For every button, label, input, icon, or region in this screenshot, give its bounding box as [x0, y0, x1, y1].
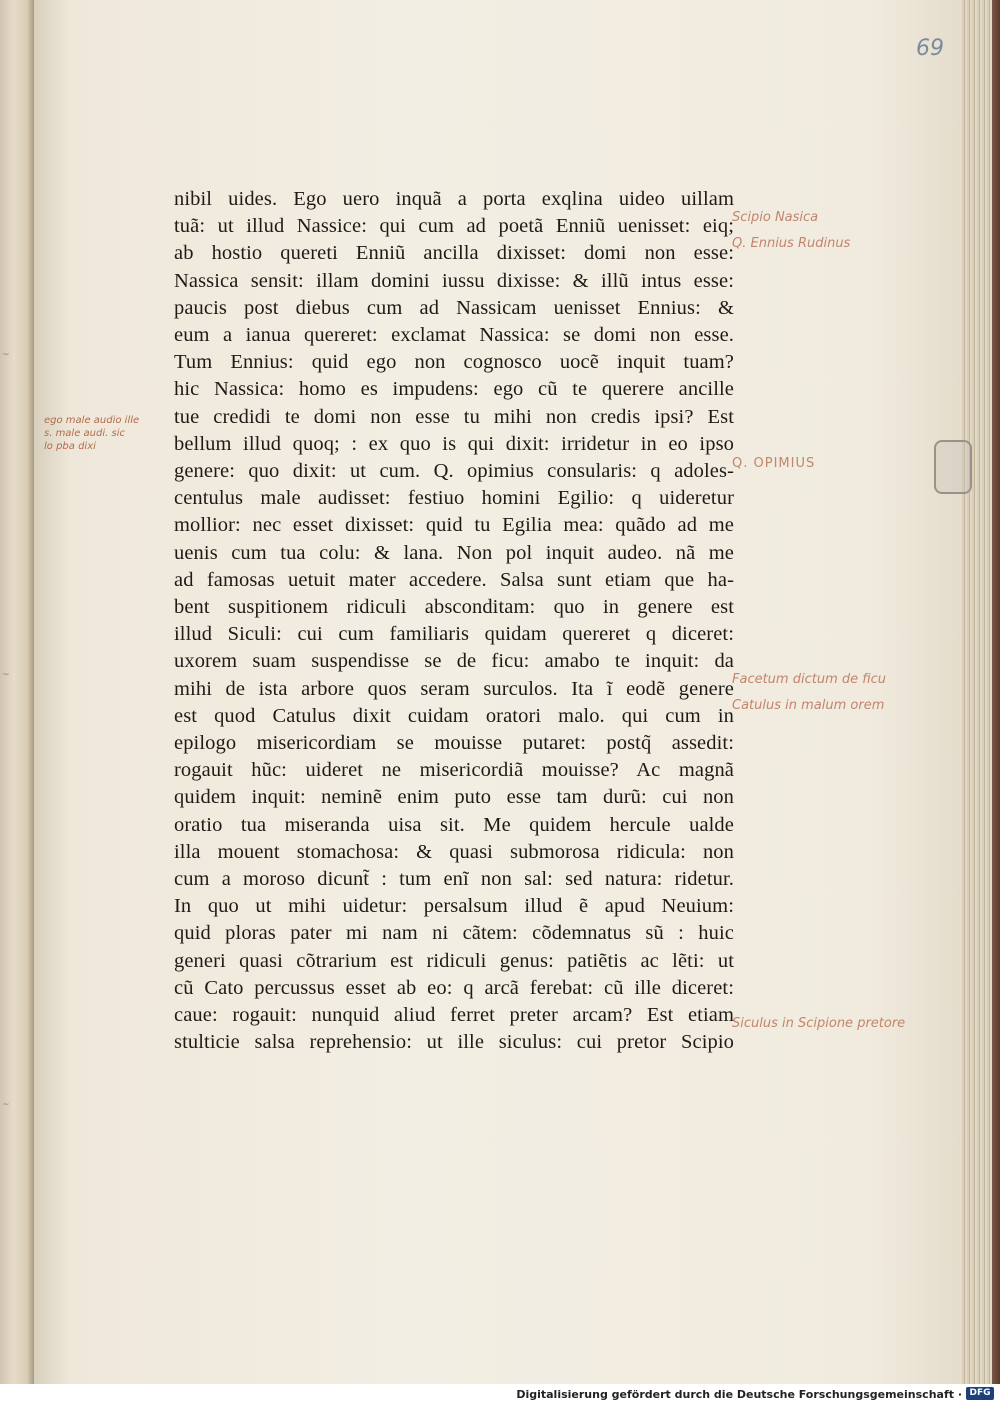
text-line: tue credidi te domi non esse tu mihi non credis ipsi? Est: [174, 405, 734, 428]
text-line: cũ Cato percussus esset ab eo: q arcã ferebat: cũ ille diceret:: [174, 976, 734, 999]
text-line: genere: quo dixit: ut cum. Q. opimius consularis: q adoles-: [174, 460, 734, 483]
text-line: In quo ut mihi uidetur: persalsum illud ẽ apud Neuium:: [174, 895, 734, 918]
footer-credit: Digitalisierung gefördert durch die Deutsche Forschungsgemeinschaft ·: [516, 1388, 962, 1401]
text-line: mollior: nec esset dixisset: quid tu Egilia mea: quãdo ad me: [174, 514, 734, 537]
left-leaf-scribble: ~: [2, 350, 10, 360]
previous-page-edge: [0, 0, 34, 1384]
text-line: illa mouent stomachosa: & quasi submorosa ridicula: non: [174, 840, 734, 863]
margin-note: Q. OPIMIUS: [732, 456, 816, 471]
left-leaf-scribble: ~: [2, 1100, 10, 1110]
left-gloss-line: ego male audio ille: [44, 415, 140, 426]
text-line: illud Siculi: cui cum familiaris quidam quereret q diceret:: [174, 623, 734, 646]
left-marginal-gloss: [44, 414, 174, 453]
margin-note: Scipio Nasica: [732, 210, 819, 225]
text-line: generi quasi cõtrarium est ridiculi genus: patiẽtis ac lẽti: ut: [174, 949, 734, 972]
text-line: mihi de ista arbore quos seram surculos. Ita ĩ eodẽ genere: [174, 677, 734, 700]
text-line: rogauit hũc: uideret ne misericordiã mouisse? Ac magnã: [174, 759, 734, 782]
left-gloss-line: s. male audi. sic: [44, 428, 125, 439]
margin-note: Q. Ennius Rudinus: [732, 236, 851, 251]
left-gloss-line: lo pba dixi: [44, 441, 96, 452]
margin-note: Facetum dictum de ficu: [732, 672, 887, 687]
text-line: quidem inquit: neminẽ enim puto esse tam durũ: cui non: [174, 786, 734, 809]
text-line: paucis post diebus cum ad Nassicam uenisset Ennius: &: [174, 296, 734, 319]
footer-bar: [0, 1384, 1000, 1404]
dfg-logo-icon: DFG: [966, 1387, 994, 1400]
text-line: epilogo misericordiam se mouisse putaret: postq̃ assedit:: [174, 732, 734, 755]
text-line: quid ploras pater mi nam ni cãtem: cõdemnatus sũ : huic: [174, 922, 734, 945]
text-line: oratio tua miseranda uisa sit. Me quidem hercule ualde: [174, 813, 734, 836]
text-line: eum a ianua quereret: exclamat Nassica: se domi non esse.: [174, 324, 734, 347]
text-line: ab hostio quereti Enniũ ancilla dixisset: domi non esse:: [174, 242, 734, 265]
main-text-column: [174, 186, 734, 1057]
text-line: bent suspitionem ridiculi absconditam: quo in genere est: [174, 596, 734, 619]
text-line: Tum Ennius: quid ego non cognosco uocẽ inquit tuam?: [174, 351, 734, 374]
text-line: Nassica sensit: illam domini iussu dixisse: & illũ intus esse:: [174, 269, 734, 292]
text-line: uenis cum tua colu: & lana. Non pol inquit audeo. nã me: [174, 541, 734, 564]
book-page: [34, 0, 962, 1384]
page-clip: [934, 440, 972, 494]
binding-edge: [992, 0, 1000, 1384]
text-line: cum a moroso dicunt̃ : tum enĩ non sal: sed natura: ridetur.: [174, 868, 734, 891]
text-line: hic Nassica: homo es impudens: ego cũ te querere ancille: [174, 378, 734, 401]
text-line: ad famosas uetuit mater accedere. Salsa sunt etiam que ha-: [174, 568, 734, 591]
text-line: uxorem suam suspendisse se de ficu: amabo te inquit: da: [174, 650, 734, 673]
text-line: centulus male audisset: festiuo homini Egilio: q uideretur: [174, 487, 734, 510]
text-line: caue: rogauit: nunquid aliud ferret preter arcam? Est etiam: [174, 1004, 734, 1027]
text-line: nibil uides. Ego uero inquã a porta exqlina uideo uillam: [174, 188, 734, 210]
folio-number: 69: [916, 36, 944, 61]
text-line: bellum illud quoq; : ex quo is qui dixit: irridetur in eo ipso: [174, 432, 734, 455]
text-line: stulticie salsa reprehensio: ut ille siculus: cui pretor Scipio: [174, 1031, 734, 1054]
margin-note: Siculus in Scipione pretore: [732, 1016, 906, 1031]
margin-note: Catulus in malum orem: [732, 698, 885, 713]
text-line: est quod Catulus dixit cuidam oratori malo. qui cum in: [174, 704, 734, 727]
text-line: tuã: ut illud Nassice: qui cum ad poetã Enniũ uenisset: eiq;: [174, 215, 734, 238]
left-leaf-scribble: ~: [2, 670, 10, 680]
